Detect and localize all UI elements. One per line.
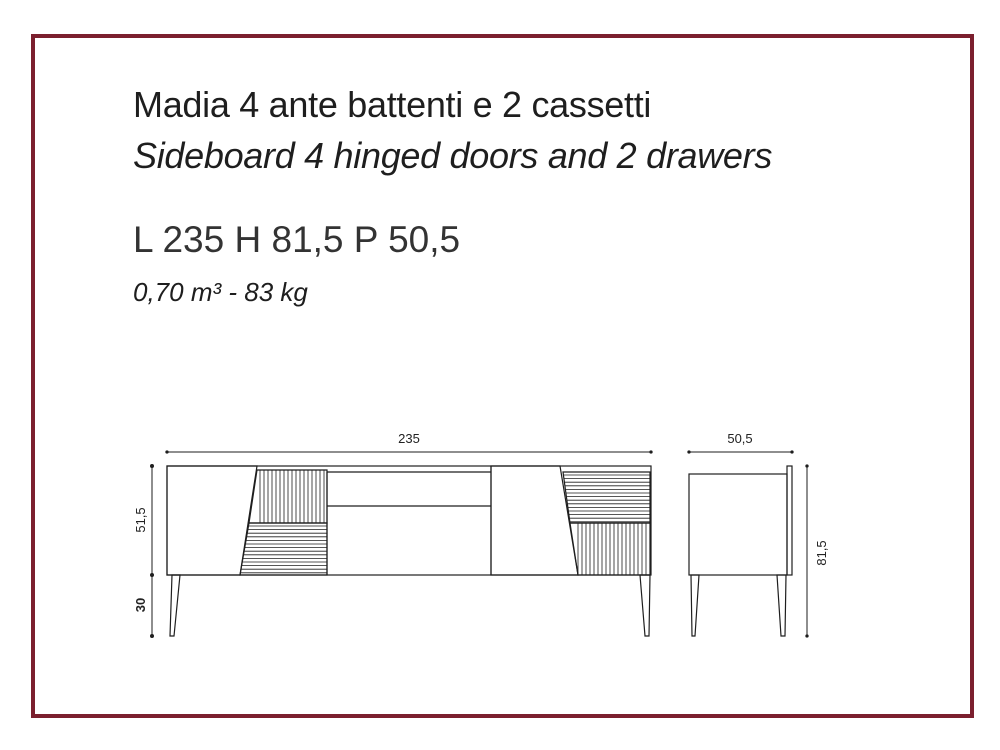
front-view	[167, 466, 651, 636]
body-height-label: 51,5	[133, 507, 148, 533]
width-dimension	[167, 431, 651, 452]
front-left-leg	[170, 575, 180, 636]
total-height-label: 81,5	[814, 540, 829, 566]
total-height-dimension	[807, 466, 829, 636]
right-horizontal-striped-panel	[563, 472, 650, 523]
left-horizontal-striped-panel	[240, 523, 327, 575]
depth-label: 50,5	[727, 431, 753, 446]
width-label: 235	[398, 431, 420, 446]
product-title-italian: Madia 4 ante battenti e 2 cassetti	[133, 84, 652, 125]
front-right-leg	[640, 575, 650, 636]
side-back-leg	[691, 575, 699, 636]
side-front-panel	[787, 466, 792, 575]
leg-height-label: 30	[133, 597, 148, 613]
depth-dimension	[689, 431, 792, 452]
product-dimensions: L 235 H 81,5 P 50,5	[133, 219, 461, 260]
side-body	[689, 474, 787, 575]
side-front-leg	[777, 575, 786, 636]
side-view	[689, 466, 792, 636]
product-title-english: Sideboard 4 hinged doors and 2 drawers	[133, 135, 773, 176]
volume-weight: 0,70 m³ - 83 kg	[133, 277, 308, 307]
left-height-dimensions	[133, 464, 154, 638]
